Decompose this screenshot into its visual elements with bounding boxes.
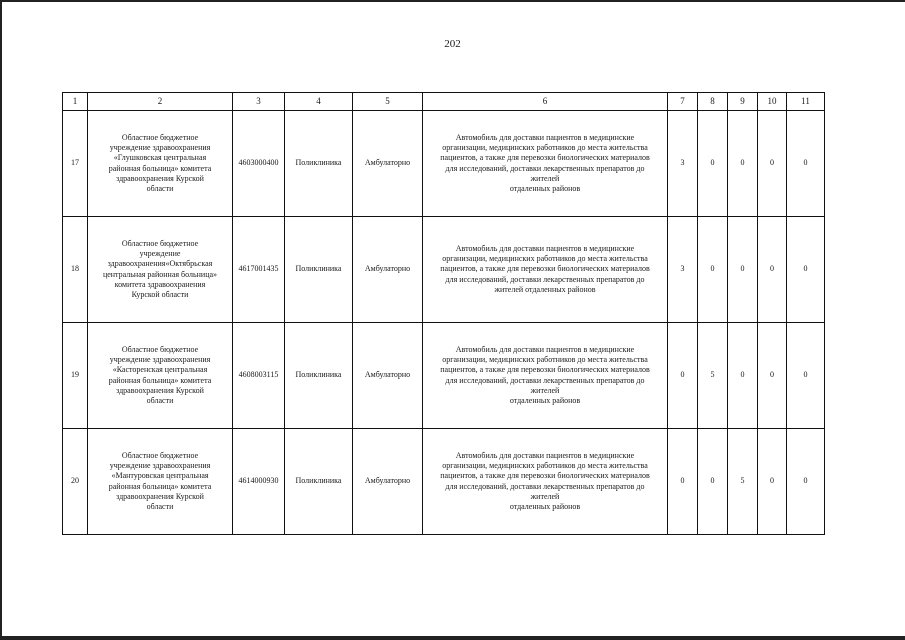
description-cell: Автомобиль для доставки пациентов в медицинские организации, медицинских работников до места жительства пациентов, а также для перевозки биологических материалов для исследований, доставки лекарственных препаратов до жителей отдаленных районов [423, 217, 668, 323]
code-cell: 4603000400 [233, 111, 285, 217]
mode-cell: Амбулаторно [353, 429, 423, 535]
value-cell-7: 3 [668, 111, 698, 217]
value-cell-11: 0 [787, 429, 825, 535]
header-cell: 7 [668, 93, 698, 111]
value-cell-10: 0 [758, 111, 787, 217]
row-number-cell: 18 [63, 217, 88, 323]
value-cell-8: 0 [698, 111, 728, 217]
header-cell: 5 [353, 93, 423, 111]
value-cell-8: 5 [698, 323, 728, 429]
mode-cell: Амбулаторно [353, 217, 423, 323]
value-cell-10: 0 [758, 429, 787, 535]
table-row [63, 217, 825, 323]
value-cell-8: 0 [698, 429, 728, 535]
value-cell-9: 0 [728, 217, 758, 323]
table-row [63, 429, 825, 535]
table-header-row [63, 93, 825, 111]
page-number: 202 [444, 38, 461, 50]
header-cell: 6 [423, 93, 668, 111]
institution-cell: Областное бюджетное учреждение здравоохранения «Глушковская центральная районная больница» комитета здравоохранения Курской области [88, 111, 233, 217]
value-cell-7: 3 [668, 217, 698, 323]
value-cell-8: 0 [698, 217, 728, 323]
table-row [63, 323, 825, 429]
mode-cell: Амбулаторно [353, 111, 423, 217]
header-cell: 9 [728, 93, 758, 111]
header-cell: 3 [233, 93, 285, 111]
type-cell: Поликлиника [285, 323, 353, 429]
page-edge-left [0, 0, 2, 640]
value-cell-7: 0 [668, 429, 698, 535]
header-cell: 4 [285, 93, 353, 111]
value-cell-9: 0 [728, 323, 758, 429]
code-cell: 4608003115 [233, 323, 285, 429]
code-cell: 4614000930 [233, 429, 285, 535]
header-cell: 2 [88, 93, 233, 111]
value-cell-10: 0 [758, 217, 787, 323]
mode-cell: Амбулаторно [353, 323, 423, 429]
header-cell: 8 [698, 93, 728, 111]
value-cell-9: 5 [728, 429, 758, 535]
header-cell: 11 [787, 93, 825, 111]
row-number-cell: 17 [63, 111, 88, 217]
type-cell: Поликлиника [285, 111, 353, 217]
institution-cell: Областное бюджетное учреждение здравоохранения«Октябрьская центральная районная больница» комитета здравоохранения Курской области [88, 217, 233, 323]
row-number-cell: 19 [63, 323, 88, 429]
header-cell: 1 [63, 93, 88, 111]
description-cell: Автомобиль для доставки пациентов в медицинские организации, медицинских работников до места жительства пациентов, а также для перевозки биологических материалов для исследований, доставки лекарственных препаратов до жителей отдаленных районов [423, 111, 668, 217]
header-cell: 10 [758, 93, 787, 111]
type-cell: Поликлиника [285, 217, 353, 323]
code-cell: 4617001435 [233, 217, 285, 323]
value-cell-7: 0 [668, 323, 698, 429]
value-cell-10: 0 [758, 323, 787, 429]
value-cell-9: 0 [728, 111, 758, 217]
value-cell-11: 0 [787, 111, 825, 217]
page-edge-bottom [0, 636, 905, 640]
institution-cell: Областное бюджетное учреждение здравоохранения «Мантуровская центральная районная больница» комитета здравоохранения Курской области [88, 429, 233, 535]
description-cell: Автомобиль для доставки пациентов в медицинские организации, медицинских работников до места жительства пациентов, а также для перевозки биологических материалов для исследований, доставки лекарственных препаратов до жителей отдаленных районов [423, 429, 668, 535]
description-cell: Автомобиль для доставки пациентов в медицинские организации, медицинских работников до места жительства пациентов, а также для перевозки биологических материалов для исследований, доставки лекарственных препаратов до жителей отдаленных районов [423, 323, 668, 429]
value-cell-11: 0 [787, 323, 825, 429]
institution-cell: Областное бюджетное учреждение здравоохранения «Касторенская центральная районная больница» комитета здравоохранения Курской области [88, 323, 233, 429]
type-cell: Поликлиника [285, 429, 353, 535]
value-cell-11: 0 [787, 217, 825, 323]
row-number-cell: 20 [63, 429, 88, 535]
page-edge-top [0, 0, 905, 2]
document-table [62, 92, 825, 535]
table-row [63, 111, 825, 217]
